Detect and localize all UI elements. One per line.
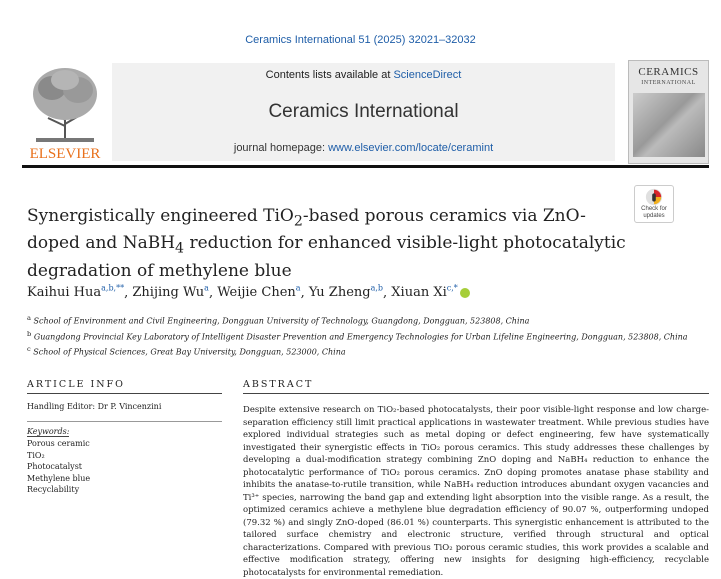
- author-5[interactable]: Xiuan $Xi^{c,*}$: [391, 284, 458, 301]
- author-1[interactable]: Kaihui Hua$^{a,b,**}$: [27, 284, 125, 301]
- journal-cover-thumbnail[interactable]: [628, 60, 709, 164]
- orcid-icon[interactable]: [460, 288, 470, 298]
- handling-editor: Handling Editor: Dr P. Vincenzini: [27, 402, 162, 411]
- title-subscript-2: 4: [175, 240, 185, 257]
- header-rule: [22, 165, 709, 168]
- abstract-rule: [243, 393, 709, 394]
- author-list: Kaihui Hua$^{a,b,**}$, Zhijing Wu$^a$, Weijie Chen$^a$, Yu Zheng$^{a,b}$, Xiuan $Xi^{c,*}$: [27, 284, 470, 300]
- keywords-label: Keywords:: [27, 427, 70, 436]
- affiliation-c: $^c$ School of Physical Sciences, Great Bay University, Dongguan, 523000, China: [27, 345, 346, 357]
- author-3[interactable]: Weijie Chen$^a$: [217, 284, 301, 301]
- title-part-1: Synergistically engineered TiO: [27, 206, 294, 226]
- publisher-name: ELSEVIER: [29, 146, 101, 162]
- title-part-3: reduction for enhanced visible-light photocatalytic degradation of methylene blue: [27, 233, 626, 281]
- article-title: [27, 205, 627, 282]
- journal-header-box: [112, 63, 615, 161]
- check-updates-icon: [645, 188, 663, 206]
- contents-line: [112, 69, 615, 81]
- abstract-heading: ABSTRACT: [243, 379, 314, 390]
- keyword-item: TiO₂: [27, 450, 45, 460]
- abstract-text: Despite extensive research on TiO₂-based photocatalysts, their poor visible-light response and low charge-separation efficiency still limit practical applications in wastewater treatment. While previous studies have explored individual strategies such as metal doping or defect engineering, few have systematically investigated their synergistic effects in TiO₂ porous ceramics. This study addresses these challenges by developing a dual-modification strategy combining ZnO doping and NaBH₄ reduction to enhance the photocatalytic performance of TiO₂ porous ceramics. ZnO doping promotes anatase phase stability and inhibits the anatase-to-rutile transition, while NaBH₄ reduction introduces abundant oxygen vacancies and Ti³⁺ species, narrowing the band gap and extending light absorption into the visible range. As a result, the optimized ceramics achieve a methylene blue degradation efficiency of 90.07 %, outperforming undoped (79.32 %) and singly ZnO-doped (86.01 %) counterparts. This synergistic enhancement is attributed to the tailored surface chemistry and electronic structure, verified through structural and optical characterizations. Compared with previous TiO₂ porous ceramic studies, this work provides a scalable and effective modification strategy, offering new insights for designing high-efficiency, recyclable photocatalysts for environmental remediation.: [243, 405, 709, 578]
- keyword-item: Recyclability: [27, 485, 80, 494]
- check-updates-line1: Check for: [641, 206, 667, 212]
- affiliation-a: $^a$ School of Environment and Civil Engineering, Dongguan University of Technology, Guangdong, Dongguan, 523808, China: [27, 314, 530, 326]
- title-subscript-1: 2: [293, 213, 303, 230]
- journal-homepage-link[interactable]: www.elsevier.com/locate/ceramint: [328, 142, 494, 154]
- cover-title: CERAMICS: [638, 66, 699, 78]
- citation-line[interactable]: Ceramics International 51 (2025) 32021–32032: [245, 34, 476, 46]
- affiliation-b: $^b$ Guangdong Provincial Key Laboratory of Intelligent Disaster Prevention and Emergency Technologies for Urban Lifeline Engineering, Dongguan, 523808, China: [27, 329, 688, 342]
- check-updates-line2: updates: [643, 213, 665, 219]
- author-4[interactable]: Yu Zheng$^{a,b}$: [308, 284, 384, 301]
- cover-image: [633, 93, 705, 157]
- check-for-updates-button[interactable]: [634, 185, 674, 223]
- editor-rule: [27, 421, 222, 422]
- keyword-item: Methylene blue: [27, 473, 91, 483]
- author-2[interactable]: Zhijing Wu$^a$: [132, 284, 209, 301]
- article-info-heading: ARTICLE INFO: [27, 379, 125, 390]
- keyword-item: Porous ceramic: [27, 439, 90, 448]
- journal-masthead: [22, 60, 709, 164]
- keywords-list: [27, 438, 90, 496]
- article-info-rule: [27, 393, 222, 394]
- homepage-prefix: journal homepage:: [233, 142, 329, 154]
- homepage-line: [112, 142, 615, 154]
- title-part-2: -based porous ceramics via ZnO-doped and NaBH: [27, 206, 586, 254]
- journal-title: Ceramics International: [268, 101, 459, 122]
- keyword-item: Photocatalyst: [27, 462, 83, 471]
- elsevier-logo[interactable]: [22, 60, 108, 164]
- contents-prefix: Contents lists available at: [265, 69, 394, 81]
- cover-subtitle: INTERNATIONAL: [641, 80, 696, 86]
- sciencedirect-link[interactable]: ScienceDirect: [393, 69, 462, 81]
- affiliations: [27, 312, 688, 359]
